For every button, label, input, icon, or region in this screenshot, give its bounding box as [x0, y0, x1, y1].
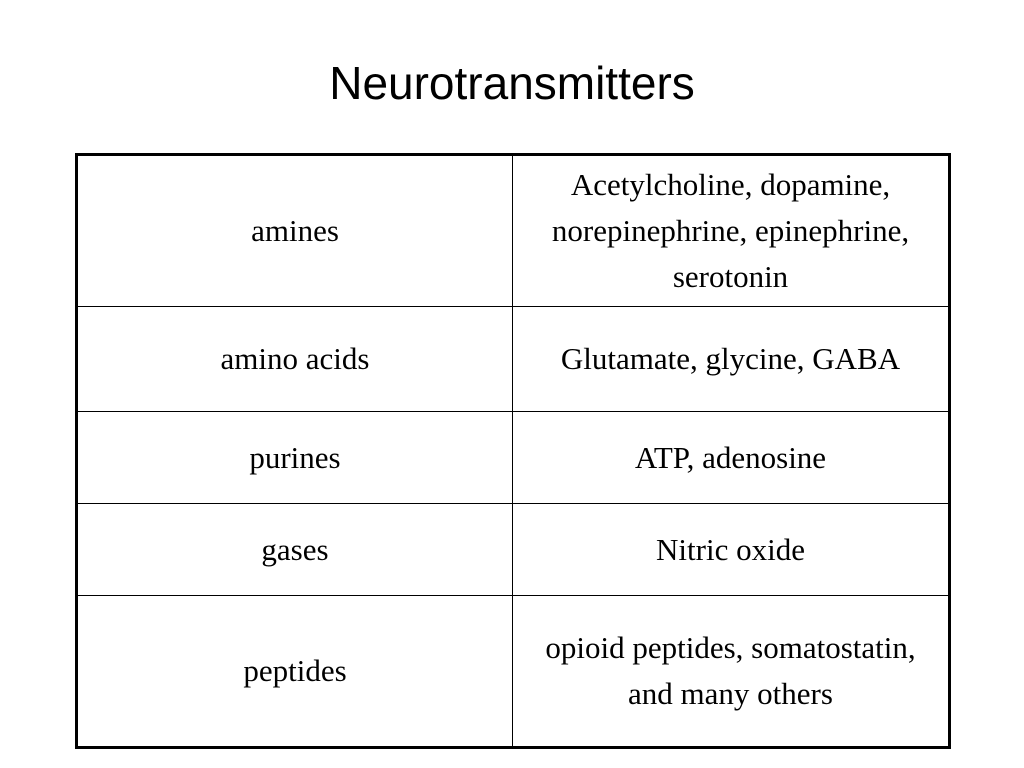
category-cell: gases [77, 504, 513, 596]
examples-cell: Acetylcholine, dopamine, norepinephrine, epinephrine, serotonin [513, 155, 950, 307]
category-cell: amino acids [77, 307, 513, 412]
slide-title: Neurotransmitters [329, 57, 695, 109]
category-cell: amines [77, 155, 513, 307]
table-row [77, 307, 950, 412]
table-row [77, 596, 950, 748]
neurotransmitter-table [75, 153, 951, 749]
table-row [77, 412, 950, 504]
category-cell: peptides [77, 596, 513, 748]
table-row [77, 504, 950, 596]
examples-cell: opioid peptides, somatostatin, and many others [513, 596, 950, 748]
examples-cell: ATP, adenosine [513, 412, 950, 504]
examples-cell: Glutamate, glycine, GABA [513, 307, 950, 412]
category-cell: purines [77, 412, 513, 504]
examples-cell: Nitric oxide [513, 504, 950, 596]
table-row [77, 155, 950, 307]
